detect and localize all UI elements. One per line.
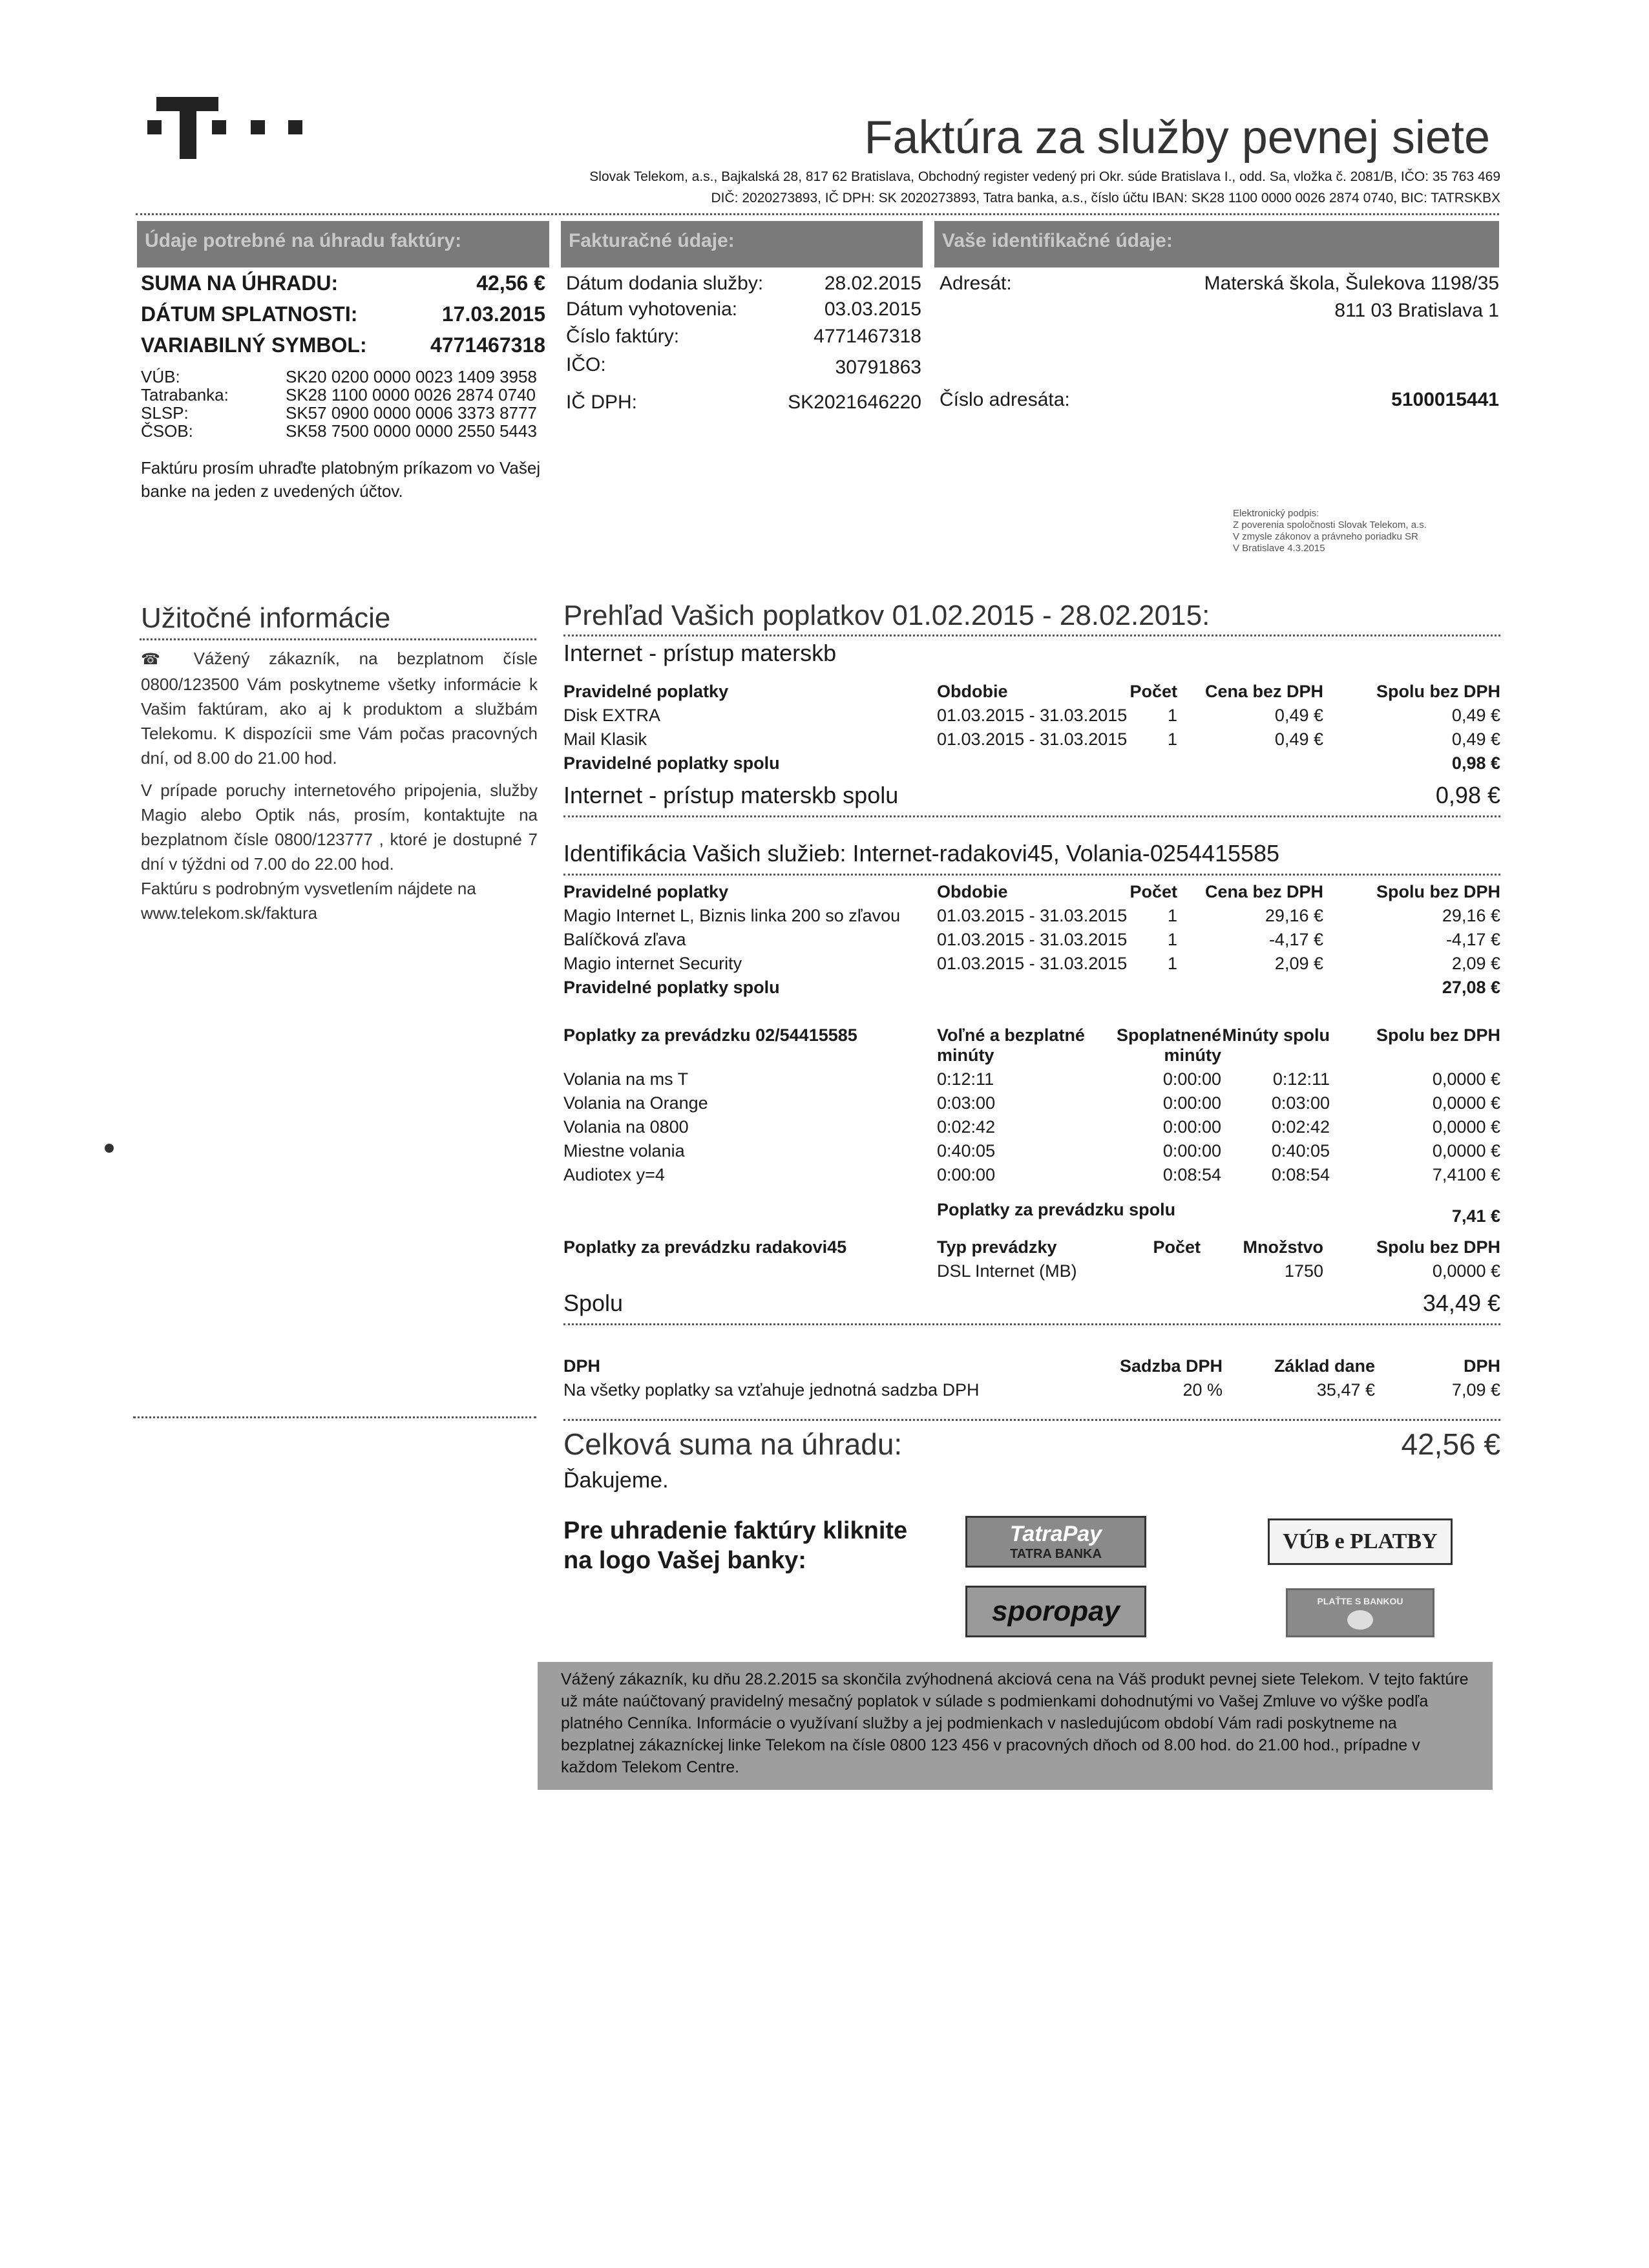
traffic-table <box>563 1235 1500 1283</box>
grand-total-divider <box>563 1419 1500 1421</box>
invoice-title: Faktúra za služby pevnej siete <box>864 112 1490 163</box>
row-rate: 20 % <box>1182 1380 1223 1400</box>
row-count: 1 <box>1167 730 1177 749</box>
col-header-free: Voľné a bezplatné minúty <box>937 1025 1085 1065</box>
ico-value: 30791863 <box>835 357 921 378</box>
row-minutes: 0:40:05 <box>1271 1141 1330 1160</box>
table-header-row <box>563 1024 1500 1067</box>
row-count: 1 <box>1167 954 1177 973</box>
table-row <box>563 1163 1500 1187</box>
table-row <box>563 704 1500 728</box>
bank-name: SLSP: <box>141 403 189 423</box>
row-period: 01.03.2015 - 31.03.2015 <box>937 906 1128 925</box>
row-count: 1 <box>1167 930 1177 949</box>
row-period: 01.03.2015 - 31.03.2015 <box>937 954 1128 973</box>
row-minutes: 0:03:00 <box>1271 1093 1330 1113</box>
row-total: 7,4100 € <box>1432 1165 1500 1184</box>
bank-prompt-line2: na logo Vašej banky: <box>563 1547 806 1574</box>
row-paid: 0:00:00 <box>1162 1069 1221 1089</box>
header-divider <box>136 213 1499 215</box>
row-total: -4,17 € <box>1445 930 1500 949</box>
row-name: Miestne volania <box>563 1141 685 1160</box>
internet-fees-table <box>563 680 1500 775</box>
calls-table <box>563 1024 1500 1228</box>
internet-total-label: Internet - prístup materskb spolu <box>563 782 899 808</box>
sporopay-label: sporopay <box>991 1595 1120 1627</box>
variable-symbol-label: VARIABILNÝ SYMBOL: <box>141 333 367 357</box>
calls-header: Poplatky za prevádzku 02/54415585 <box>563 1025 857 1045</box>
sum-value: 7,41 € <box>1451 1206 1500 1226</box>
bank-account: SK20 0200 0000 0023 1409 3958 <box>286 367 537 386</box>
tatrabanka-label: TATRA BANKA <box>1010 1547 1102 1561</box>
row-vat: 7,09 € <box>1451 1380 1500 1400</box>
logo-t-stem <box>180 97 196 159</box>
table-row <box>563 1115 1500 1139</box>
addressee-label: Adresát: <box>940 273 1012 294</box>
row-name: Magio Internet L, Biznis linka 200 so zľavou <box>563 906 901 925</box>
col-header-count: Počet <box>1129 682 1177 701</box>
spacer <box>563 1259 937 1283</box>
table-header-row <box>563 1235 1500 1259</box>
addressee-line2: 811 03 Bratislava 1 <box>1334 300 1499 321</box>
signature-line: V zmysle zákonov a právneho poriadku SR <box>1233 531 1418 542</box>
telekom-logo <box>147 89 315 160</box>
logo-dot-3 <box>251 120 265 134</box>
addressee-number-value: 5100015441 <box>1391 389 1499 410</box>
col-header-count: Počet <box>1153 1237 1201 1257</box>
row-name: Disk EXTRA <box>563 706 661 725</box>
spacer <box>1128 1259 1201 1283</box>
col-header-type: Typ prevádzky <box>937 1237 1057 1257</box>
payment-section-header: Údaje potrebné na úhradu faktúry: <box>137 221 549 268</box>
row-total: 0,49 € <box>1451 730 1500 749</box>
table-row <box>563 1067 1500 1091</box>
useful-info-divider <box>140 638 536 640</box>
row-total: 29,16 € <box>1442 906 1500 925</box>
col-header-period: Obdobie <box>937 682 1008 701</box>
col-header-total: Spolu bez DPH <box>1376 882 1500 901</box>
service-ident-title: Identifikácia Vašich služieb: Internet-radakovi45, Volania-0254415585 <box>563 840 1280 866</box>
row-price: 0,49 € <box>1274 706 1323 725</box>
table-header-row <box>563 880 1500 904</box>
row-period: 01.03.2015 - 31.03.2015 <box>937 706 1128 725</box>
signature-line: Elektronický podpis: <box>1233 508 1319 519</box>
table-sum-row <box>563 751 1500 775</box>
sum-value: 0,98 € <box>1451 753 1500 773</box>
row-minutes: 0:02:42 <box>1271 1117 1330 1137</box>
bank-name: Tatrabanka: <box>141 385 229 404</box>
row-base: 35,47 € <box>1316 1380 1375 1400</box>
identity-section-header: Vaše identifikačné údaje: <box>934 221 1499 268</box>
company-info-line1: Slovak Telekom, a.s., Bajkalská 28, 817 62 Bratislava, Obchodný register vedený pri Okr. súde Bratislava I., odd. Sa, vložka č. 2081/B, IČO: 35 763 469 <box>589 169 1500 184</box>
subtotal-divider <box>563 1323 1500 1325</box>
bank-name: ČSOB: <box>141 421 193 441</box>
grand-total-value: 42,56 € <box>1401 1427 1500 1461</box>
sporopay-button[interactable] <box>965 1586 1146 1637</box>
row-price: 2,09 € <box>1274 954 1323 973</box>
subtotal-value: 34,49 € <box>1422 1290 1500 1316</box>
csob-label: PLAŤTE S BANKOU <box>1317 1596 1403 1606</box>
sum-label: SUMA NA ÚHRADU: <box>141 271 339 295</box>
issue-date-label: Dátum vyhotovenia: <box>566 299 738 320</box>
row-period: 01.03.2015 - 31.03.2015 <box>937 930 1128 949</box>
service-ident-divider <box>563 874 1500 876</box>
table-header-row <box>563 680 1500 704</box>
col-header-rate: Sadzba DPH <box>1119 1356 1223 1376</box>
ico-label: IČO: <box>566 354 606 375</box>
internet-total-value: 0,98 € <box>1435 782 1500 808</box>
service-fees-table <box>563 880 1500 1000</box>
notice-text: Vážený zákazník, ku dňu 28.2.2015 sa skončila zvýhodnená akciová cena na Váš produkt pevnej siete Telekom. V tejto faktúre už máte naúčtovaný pravidelný mesačný poplatok v súlade s podmienkami dohodnutými vo Vašej Zmluve vo výške podľa platného Cenníka. Informácie o využívaní služby a jej podmienkach v nasledujúcom období Vám radi poskytneme na bezplatnej zákazníckej linke Telekom na čísle 0800 123 456 v pracovných dňoch od 8.00 hod. do 21.00 hod., prípadne v každom Telekom Centre. <box>561 1670 1469 1776</box>
table-row <box>563 1259 1500 1283</box>
signature-line: V Bratislave 4.3.2015 <box>1233 543 1325 554</box>
row-free: 0:40:05 <box>937 1141 996 1160</box>
row-total: 0,0000 € <box>1432 1093 1500 1113</box>
bank-account: SK58 7500 0000 0000 2550 5443 <box>286 421 537 441</box>
sum-value: 42,56 € <box>476 271 545 295</box>
left-column-divider <box>133 1416 536 1418</box>
useful-info-title: Užitočné informácie <box>141 602 391 634</box>
variable-symbol-value: 4771467318 <box>430 333 545 357</box>
electronic-signature <box>1233 508 1427 554</box>
thanks-text: Ďakujeme. <box>563 1468 669 1493</box>
sum-value: 27,08 € <box>1442 978 1500 997</box>
signature-line: Z poverenia spoločnosti Slovak Telekom, a.s. <box>1233 520 1427 530</box>
row-paid: 0:00:00 <box>1162 1093 1221 1113</box>
row-total: 0,0000 € <box>1432 1069 1500 1089</box>
row-qty: 1750 <box>1284 1261 1323 1281</box>
csob-button[interactable] <box>1286 1588 1434 1637</box>
row-free: 0:00:00 <box>937 1165 996 1184</box>
vat-table <box>563 1354 1500 1402</box>
row-name: Volania na ms T <box>563 1069 689 1089</box>
col-header-fees: Pravidelné poplatky <box>563 682 729 701</box>
invoice-section-header: Fakturačné údaje: <box>561 221 923 268</box>
vub-eplatby-button[interactable] <box>1268 1518 1453 1565</box>
row-total: 0,49 € <box>1451 706 1500 725</box>
tatrapay-button[interactable] <box>965 1516 1146 1568</box>
overview-title: Prehľad Vašich poplatkov 01.02.2015 - 28.02.2015: <box>563 600 1210 631</box>
row-name: Audiotex y=4 <box>563 1165 665 1184</box>
subtotal-label: Spolu <box>563 1290 624 1316</box>
internet-total-divider <box>563 815 1500 817</box>
row-total: 0,0000 € <box>1432 1117 1500 1137</box>
row-free: 0:03:00 <box>937 1093 996 1113</box>
bank-account: SK28 1100 0000 0026 2874 0740 <box>286 385 536 404</box>
row-free: 0:02:42 <box>937 1117 996 1137</box>
col-header-count: Počet <box>1129 882 1177 901</box>
table-row <box>563 952 1500 976</box>
table-sum-row <box>563 976 1500 1000</box>
logo-dot-mid <box>212 120 226 134</box>
col-header-minutes: Minúty spolu <box>1222 1025 1330 1045</box>
due-date-label: DÁTUM SPLATNOSTI: <box>141 302 358 326</box>
row-price: 29,16 € <box>1265 906 1323 925</box>
delivery-date-label: Dátum dodania služby: <box>566 273 764 294</box>
notice-box <box>538 1662 1493 1790</box>
table-row <box>563 1139 1500 1163</box>
tatrapay-label: TatraPay <box>1009 1522 1102 1546</box>
bank-account: SK57 0900 0000 0006 3373 8777 <box>286 403 537 423</box>
col-header-qty: Množstvo <box>1243 1237 1323 1257</box>
useful-info-text: Vážený zákazník, na bezplatnom čísle 0800/123500 Vám poskytneme všetky informácie k Vašim faktúram, ako aj k produktom a službám Telekomu. K dispozícii sme Vám počas pracovných dní, od 8.00 do 21.00 hod. <box>141 649 538 768</box>
csob-logo-icon <box>1347 1610 1373 1630</box>
phone-icon: ☎ <box>141 651 194 668</box>
vub-label: VÚB e PLATBY <box>1283 1529 1438 1553</box>
company-info-line2: DIČ: 2020273893, IČ DPH: SK 2020273893, Tatra banka, a.s., číslo účtu IBAN: SK28 1100 0000 0026 2874 0740, BIC: TATRSKBX <box>711 191 1500 205</box>
icdph-value: SK2021646220 <box>788 392 921 413</box>
row-paid: 0:00:00 <box>1162 1117 1221 1137</box>
row-name: Na všetky poplatky sa vzťahuje jednotná sadzba DPH <box>563 1380 980 1400</box>
col-header-total: Spolu bez DPH <box>1376 1025 1500 1045</box>
bank-prompt-line1: Pre uhradenie faktúry kliknite <box>563 1517 908 1544</box>
vat-label: DPH <box>563 1356 601 1376</box>
col-header-fees: Pravidelné poplatky <box>563 882 729 901</box>
col-header-total: Spolu bez DPH <box>1376 682 1500 701</box>
row-name: Balíčková zľava <box>563 930 686 949</box>
useful-info-para-link: Faktúru s podrobným vysvetlením nájdete na www.telekom.sk/faktura <box>141 879 476 923</box>
col-header-total: Spolu bez DPH <box>1376 1237 1500 1257</box>
table-header-row <box>563 1354 1500 1378</box>
row-total: 2,09 € <box>1451 954 1500 973</box>
row-minutes: 0:08:54 <box>1271 1165 1330 1184</box>
spacer <box>563 1187 937 1228</box>
table-row <box>563 1091 1500 1115</box>
addressee-line1: Materská škola, Šulekova 1198/35 <box>1204 273 1499 294</box>
useful-info-body <box>141 646 538 925</box>
col-header-price: Cena bez DPH <box>1204 882 1323 901</box>
internet-section-title: Internet - prístup materskb <box>563 640 837 666</box>
row-minutes: 0:12:11 <box>1272 1069 1330 1089</box>
row-count: 1 <box>1167 906 1177 925</box>
table-row <box>563 1378 1500 1402</box>
logo-dot-4 <box>288 120 302 134</box>
row-price: -4,17 € <box>1268 930 1323 949</box>
sum-label: Poplatky za prevádzku spolu <box>937 1200 1176 1219</box>
overview-divider <box>563 635 1500 636</box>
row-name: Mail Klasik <box>563 730 647 749</box>
scan-dot <box>105 1144 114 1153</box>
col-header-paid: Spoplatnené minúty <box>1116 1025 1221 1065</box>
row-free: 0:12:11 <box>937 1069 994 1089</box>
row-type: DSL Internet (MB) <box>937 1261 1077 1281</box>
logo-dot-left <box>147 120 162 134</box>
row-total: 0,0000 € <box>1432 1261 1500 1281</box>
row-name: Volania na 0800 <box>563 1117 689 1137</box>
row-name: Volania na Orange <box>563 1093 708 1113</box>
icdph-label: IČ DPH: <box>566 392 638 413</box>
row-total: 0,0000 € <box>1432 1141 1500 1160</box>
issue-date-value: 03.03.2015 <box>824 299 921 320</box>
invoice-number-value: 4771467318 <box>814 326 921 347</box>
invoice-number-label: Číslo faktúry: <box>566 326 680 347</box>
col-header-price: Cena bez DPH <box>1204 682 1323 701</box>
row-period: 01.03.2015 - 31.03.2015 <box>937 730 1128 749</box>
useful-info-para-fault: V prípade poruchy internetového pripojenia, služby Magio alebo Optik nás, prosím, kontaktujte na bezplatnom čísle 0800/123777 , ktoré je dostupné 7 dní v týždni od 7.00 do 22.00 hod. <box>141 781 538 874</box>
sum-label: Pravidelné poplatky spolu <box>563 978 780 997</box>
useful-info-para-phone <box>141 646 538 770</box>
table-row <box>563 928 1500 952</box>
due-date-value: 17.03.2015 <box>441 302 545 326</box>
table-row <box>563 728 1500 751</box>
sum-label: Pravidelné poplatky spolu <box>563 753 780 773</box>
row-price: 0,49 € <box>1274 730 1323 749</box>
col-header-base: Základ dane <box>1274 1356 1375 1376</box>
traffic-header: Poplatky za prevádzku radakovi45 <box>563 1237 847 1257</box>
col-header-vat: DPH <box>1463 1356 1500 1376</box>
bank-name: VÚB: <box>141 367 180 386</box>
payment-note: Faktúru prosím uhraďte platobným príkazom vo Vašej banke na jeden z uvedených účtov. <box>141 458 541 501</box>
addressee-number-label: Číslo adresáta: <box>940 389 1070 410</box>
col-header-period: Obdobie <box>937 882 1008 901</box>
table-row <box>563 904 1500 928</box>
row-count: 1 <box>1167 706 1177 725</box>
row-paid: 0:00:00 <box>1162 1141 1221 1160</box>
grand-total-label: Celková suma na úhradu: <box>563 1427 903 1461</box>
table-sum-row <box>563 1187 1500 1228</box>
row-name: Magio internet Security <box>563 954 742 973</box>
delivery-date-value: 28.02.2015 <box>824 273 921 294</box>
row-paid: 0:08:54 <box>1162 1165 1221 1184</box>
